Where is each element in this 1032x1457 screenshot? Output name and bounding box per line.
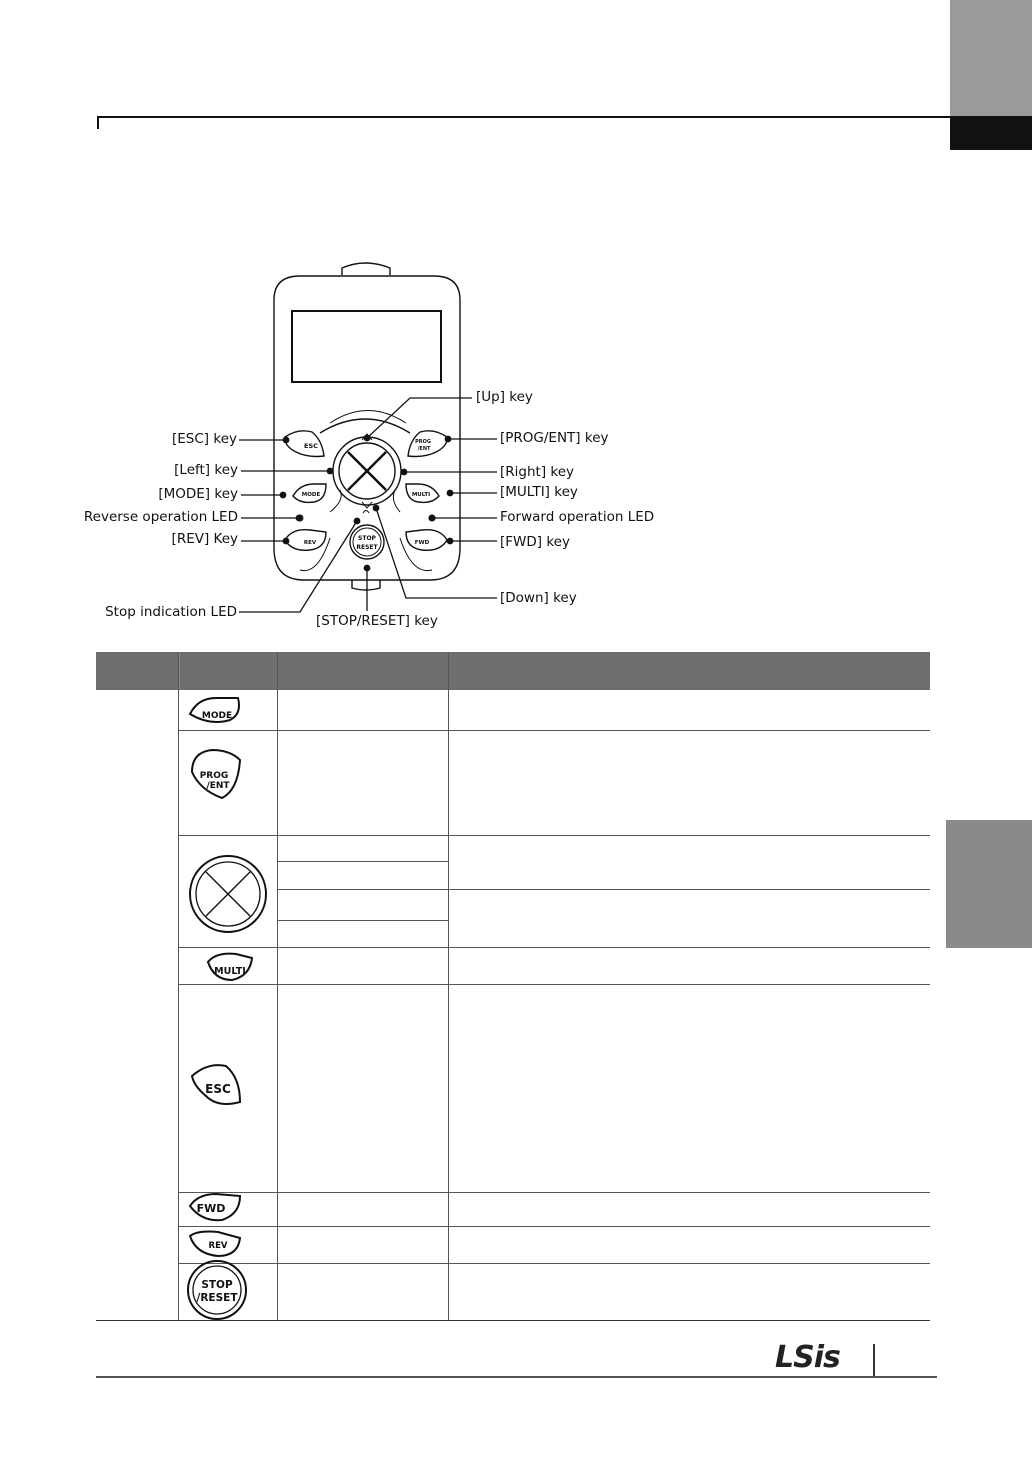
label-stop-led: Stop indication LED [105, 604, 237, 620]
svg-text:MODE: MODE [201, 711, 233, 721]
svg-text:REV: REV [303, 540, 317, 546]
label-left-key: [Left] key [174, 462, 238, 478]
company-logo: LSis [775, 1340, 840, 1375]
svg-text:FWD: FWD [414, 540, 430, 546]
label-multi-key: [MULTI] key [500, 484, 578, 500]
label-stop-reset-key: [STOP/RESET] key [316, 613, 438, 629]
svg-text:ESC: ESC [205, 1082, 231, 1096]
table-header [96, 652, 930, 690]
label-right-key: [Right] key [500, 464, 575, 480]
label-rev-key: [REV] Key [171, 531, 238, 547]
svg-text:/ENT: /ENT [206, 781, 230, 791]
svg-text:RESET: RESET [356, 544, 378, 551]
label-reverse-led: Reverse operation LED [83, 509, 238, 525]
label-down-key: [Down] key [500, 590, 577, 606]
svg-text:/RESET: /RESET [196, 1292, 238, 1304]
label-mode-key: [MODE] key [158, 486, 238, 502]
label-fwd-key: [FWD] key [500, 534, 570, 550]
label-prog-ent-key: [PROG/ENT] key [500, 430, 609, 446]
keypad-connector [342, 263, 390, 275]
svg-text:MULTI: MULTI [411, 492, 431, 498]
label-up-key: [Up] key [476, 389, 533, 405]
svg-text:PROG: PROG [199, 771, 229, 781]
footer-rule [96, 1376, 937, 1378]
esc-key-text: ESC [304, 442, 318, 450]
svg-text:FWD: FWD [196, 1202, 226, 1215]
svg-text:/ENT: /ENT [417, 446, 431, 452]
svg-text:REV: REV [208, 1241, 228, 1251]
svg-text:MULTI: MULTI [214, 966, 246, 977]
footer-divider [873, 1344, 875, 1376]
svg-text:STOP: STOP [201, 1279, 233, 1291]
table-key-icons [180, 690, 278, 1322]
keypad-display [292, 311, 441, 382]
label-esc-key: [ESC] key [172, 431, 237, 447]
svg-text:MODE: MODE [301, 492, 321, 498]
svg-text:PROG: PROG [415, 439, 431, 445]
label-forward-led: Forward operation LED [500, 509, 655, 525]
stop-key-shape [350, 525, 384, 559]
svg-text:STOP: STOP [358, 535, 376, 542]
chapter-tab-middle [946, 820, 1032, 948]
